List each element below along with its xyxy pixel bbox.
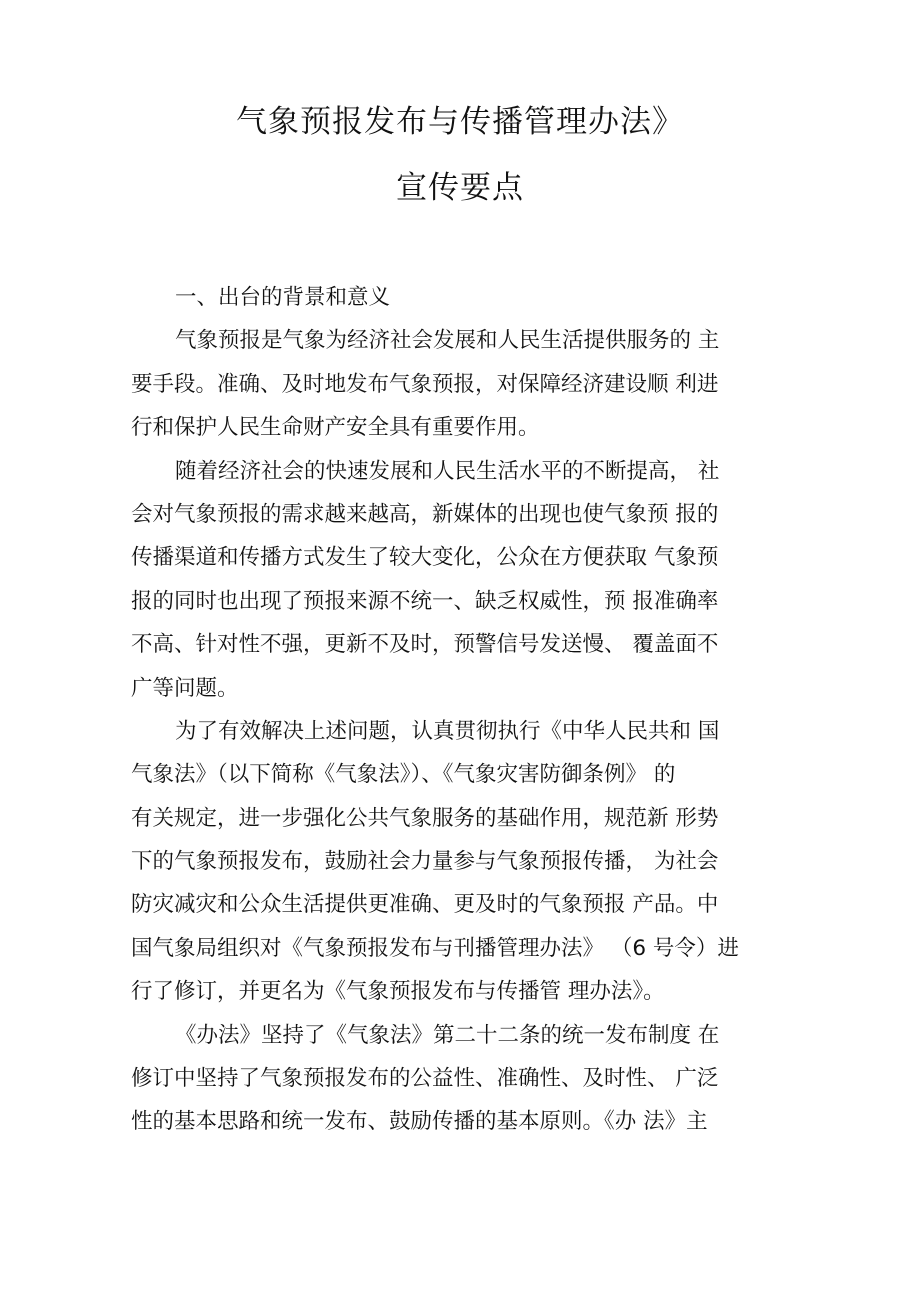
paragraph-line: 气象预报是气象为经济社会发展和人民生活提供服务的 主 <box>175 328 720 354</box>
paragraph-3 <box>131 710 811 1014</box>
paragraph-line: 随着经济社会的快速发展和人民生活水平的不断提高， 社 <box>175 458 720 484</box>
paragraph-line: 有关规定，进一步强化公共气象服务的基础作用，规范新 形势 <box>131 805 719 831</box>
document-title-line1: 气象预报发布与传播管理办法》 <box>236 104 684 140</box>
document-body <box>131 276 811 1144</box>
paragraph-line: 会对气象预报的需求越来越高，新媒体的出现也使气象预 报的 <box>131 501 719 527</box>
document-title-line2: 宣传要点 <box>396 170 524 206</box>
paragraph-line: 下的气象预报发布，鼓励社会力量参与气象预报传播， 为社会 <box>131 849 719 875</box>
paragraph-line: 不高、针对性不强，更新不及时，预警信号发送慢、 覆盖面不 <box>131 632 719 658</box>
paragraph-line: 行和保护人民生命财产安全具有重要作用。 <box>131 415 540 441</box>
paragraph-line: 要手段。准确、及时地发布气象预报，对保障经济建设顺 利进 <box>131 371 719 397</box>
paragraph-line: 性的基本思路和统一发布、鼓励传播的基本原则。《办 法》主 <box>131 1109 708 1135</box>
section-heading: 一、出台的背景和意义 <box>175 285 391 310</box>
paragraph-line: 报的同时也出现了预报来源不统一、缺乏权威性，预 报准确率 <box>131 588 719 614</box>
paragraph-line: 国气象局组织对《气象预报发布与刊播管理办法》 （6 号令）进 <box>131 935 739 961</box>
paragraph-line: 《办法》坚持了《气象法》第二十二条的统一发布制度 在 <box>175 1022 720 1048</box>
paragraph-line: 行了修订，并更名为《气象预报发布与传播管 理办法》。 <box>131 979 665 1005</box>
paragraph-2 <box>131 450 811 710</box>
paragraph-line: 广等问题。 <box>131 675 239 701</box>
paragraph-line: 修订中坚持了气象预报发布的公益性、准确性、及时性、 广泛 <box>131 1066 719 1092</box>
paragraph-line: 防灾减灾和公众生活提供更准确、更及时的气象预报 产品。中 <box>131 892 719 918</box>
paragraph-line: 气象法》（以下简称《气象法》）、《气象灾害防御条例》 的 <box>131 762 676 788</box>
paragraph-line: 为了有效解决上述问题，认真贯彻执行《中华人民共和 国 <box>175 718 720 744</box>
paragraph-4 <box>131 1014 811 1144</box>
paragraph-line: 传播渠道和传播方式发生了较大变化，公众在方便获取 气象预 <box>131 545 719 571</box>
paragraph-1 <box>131 319 811 449</box>
